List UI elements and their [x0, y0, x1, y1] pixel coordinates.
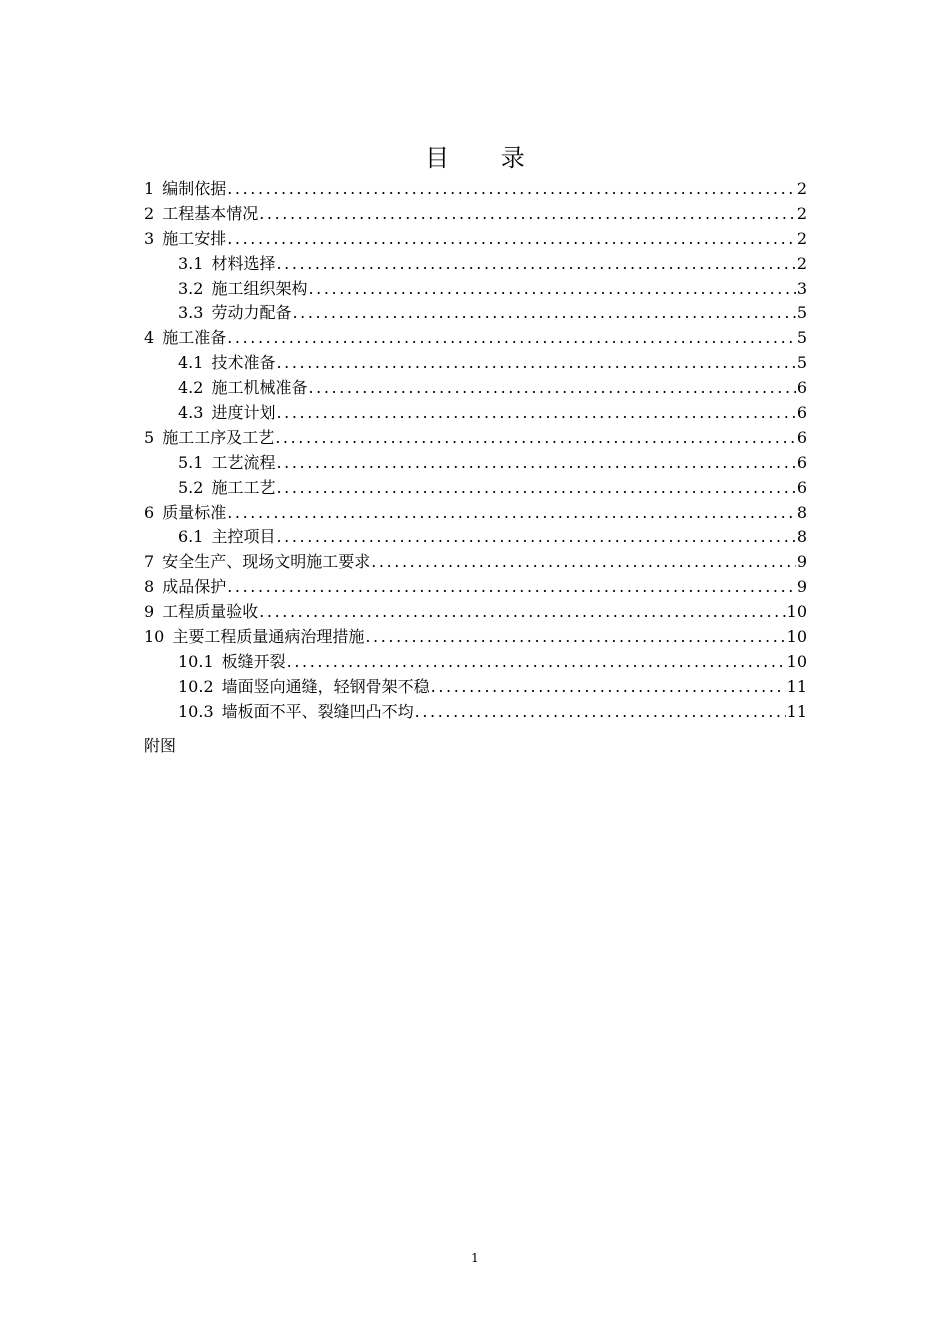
toc-entry-number: 1 — [144, 179, 155, 198]
toc-entry-number: 3.3 — [178, 303, 204, 323]
toc-entry-text: 质量标准 — [162, 502, 227, 522]
toc-entry-page: 6 — [796, 452, 807, 472]
page-number: 1 — [471, 1251, 479, 1265]
toc-entry-text: 工程质量验收 — [162, 602, 259, 622]
toc-entry-number: 7 — [144, 552, 155, 572]
toc-dot-leader — [227, 227, 796, 252]
toc-dot-leader — [365, 625, 785, 650]
toc-dot-leader — [431, 675, 786, 700]
toc-entry-number: 5 — [144, 427, 155, 447]
toc-dot-leader — [276, 525, 795, 550]
toc-entry-number: 6.1 — [178, 527, 204, 547]
toc-entry-page: 9 — [796, 552, 807, 572]
toc-entry-text: 主控项目 — [211, 527, 276, 547]
toc-entry-page: 9 — [796, 577, 807, 597]
toc-entry-label — [144, 501, 226, 526]
toc-entry-label — [144, 177, 226, 202]
toc-entry-page: 8 — [796, 527, 807, 547]
toc-entry[interactable] — [144, 351, 807, 376]
toc-entry-label — [144, 426, 274, 451]
toc-entry[interactable] — [144, 625, 807, 650]
toc-dot-leader — [276, 351, 795, 376]
toc-entry-label — [178, 700, 414, 725]
toc-entry-page: 2 — [796, 203, 807, 223]
toc-entry[interactable] — [144, 476, 807, 501]
toc-entry[interactable] — [144, 301, 807, 326]
toc-entry-page: 11 — [786, 676, 807, 696]
toc-dot-leader — [276, 476, 795, 501]
toc-entry-page: 6 — [796, 403, 807, 423]
toc-entry-label — [178, 301, 291, 326]
table-of-contents — [144, 177, 807, 725]
toc-entry-number: 10.2 — [178, 676, 214, 696]
toc-entry-number: 3 — [144, 228, 155, 248]
toc-entry-number: 9 — [144, 602, 155, 622]
appendix-label: 附图 — [144, 736, 177, 755]
toc-entry-number: 3.2 — [178, 278, 204, 298]
toc-entry-page: 6 — [796, 378, 807, 398]
toc-entry[interactable] — [144, 675, 807, 700]
toc-entry-page: 2 — [796, 228, 807, 248]
toc-entry-label — [144, 625, 364, 650]
toc-entry[interactable] — [144, 401, 807, 426]
toc-entry-page: 10 — [786, 602, 807, 622]
toc-dot-leader — [371, 550, 796, 575]
toc-dot-leader — [276, 451, 795, 476]
toc-entry-label — [178, 376, 307, 401]
toc-entry-text: 施工工艺 — [211, 477, 276, 497]
toc-entry-text: 主要工程质量通病治理措施 — [172, 627, 365, 647]
toc-title: 目 录 — [425, 144, 547, 172]
toc-entry-label — [178, 252, 275, 277]
toc-dot-leader — [227, 326, 796, 351]
toc-entry-label — [178, 525, 275, 550]
toc-entry[interactable] — [144, 451, 807, 476]
toc-entry-text: 编制依据 — [162, 179, 227, 198]
toc-dot-leader — [259, 600, 785, 625]
toc-entry-page: 5 — [796, 328, 807, 348]
toc-entry[interactable] — [144, 650, 807, 675]
toc-entry-page: 10 — [786, 651, 807, 671]
toc-entry[interactable] — [144, 326, 807, 351]
toc-entry-label — [144, 600, 258, 625]
toc-entry-label — [178, 675, 430, 700]
toc-entry-label — [144, 227, 226, 252]
toc-entry-number: 5.1 — [178, 452, 204, 472]
toc-dot-leader — [259, 202, 796, 227]
toc-entry-label — [178, 451, 275, 476]
toc-entry-text: 工艺流程 — [211, 452, 276, 472]
toc-entry[interactable] — [144, 177, 807, 202]
toc-entry-page: 2 — [796, 179, 807, 198]
toc-entry-text: 材料选择 — [211, 253, 276, 273]
toc-dot-leader — [415, 700, 786, 725]
toc-entry-text: 成品保护 — [162, 577, 227, 597]
toc-entry-page: 5 — [796, 303, 807, 323]
toc-entry-label — [144, 202, 258, 227]
toc-entry[interactable] — [144, 700, 807, 725]
toc-dot-leader — [276, 401, 795, 426]
toc-entry[interactable] — [144, 252, 807, 277]
toc-entry[interactable] — [144, 227, 807, 252]
toc-entry-number: 2 — [144, 203, 155, 223]
toc-dot-leader — [287, 650, 786, 675]
toc-entry[interactable] — [144, 600, 807, 625]
toc-entry-text: 工程基本情况 — [162, 203, 259, 223]
toc-entry-label — [178, 277, 307, 302]
toc-entry-label — [178, 650, 286, 675]
toc-entry-page: 5 — [796, 353, 807, 373]
toc-entry-text: 板缝开裂 — [221, 651, 286, 671]
toc-entry-number: 4.3 — [178, 403, 204, 423]
toc-entry-text: 劳动力配备 — [211, 303, 292, 323]
toc-entry-page: 10 — [786, 627, 807, 647]
toc-entry[interactable] — [144, 376, 807, 401]
toc-entry-number: 8 — [144, 577, 155, 597]
toc-entry-number: 4.1 — [178, 353, 204, 373]
toc-dot-leader — [227, 575, 796, 600]
toc-entry-text: 施工安排 — [162, 228, 227, 248]
toc-dot-leader — [308, 376, 795, 401]
toc-entry-number: 3.1 — [178, 253, 204, 273]
toc-dot-leader — [276, 252, 795, 277]
toc-entry-number: 10 — [144, 627, 165, 647]
toc-dot-leader — [292, 301, 795, 326]
toc-entry-number: 10.3 — [178, 701, 214, 721]
toc-entry[interactable] — [144, 426, 807, 451]
toc-entry-text: 技术准备 — [211, 353, 276, 373]
toc-dot-leader — [227, 177, 796, 202]
toc-entry-page: 11 — [786, 701, 807, 721]
toc-entry-text: 施工准备 — [162, 328, 227, 348]
toc-entry-page: 3 — [796, 278, 807, 298]
toc-entry[interactable] — [144, 575, 807, 600]
toc-entry-text: 施工组织架构 — [211, 278, 308, 298]
toc-entry-label — [144, 575, 226, 600]
toc-entry[interactable] — [144, 501, 807, 526]
toc-entry-text: 进度计划 — [211, 403, 276, 423]
toc-entry-page: 6 — [796, 477, 807, 497]
toc-entry[interactable] — [144, 550, 807, 575]
toc-entry-number: 4 — [144, 328, 155, 348]
toc-entry-page: 2 — [796, 253, 807, 273]
toc-entry-label — [144, 550, 370, 575]
toc-dot-leader — [308, 277, 795, 302]
toc-entry-number: 10.1 — [178, 651, 214, 671]
toc-entry-text: 施工机械准备 — [211, 378, 308, 398]
toc-entry-number: 4.2 — [178, 378, 204, 398]
toc-entry-label — [178, 401, 275, 426]
toc-entry-label — [178, 351, 275, 376]
toc-entry-text: 施工工序及工艺 — [162, 427, 275, 447]
toc-entry[interactable] — [144, 525, 807, 550]
toc-entry[interactable] — [144, 202, 807, 227]
toc-entry-number: 6 — [144, 502, 155, 522]
toc-entry-label — [178, 476, 275, 501]
toc-dot-leader — [227, 501, 796, 526]
toc-entry-page: 8 — [796, 502, 807, 522]
toc-entry-page: 6 — [796, 427, 807, 447]
toc-entry-text: 墙面竖向通缝，轻钢骨架不稳 — [221, 676, 430, 696]
toc-entry-label — [144, 326, 226, 351]
toc-entry[interactable] — [144, 277, 807, 302]
toc-dot-leader — [275, 426, 796, 451]
toc-entry-number: 5.2 — [178, 477, 204, 497]
toc-entry-text: 安全生产、现场文明施工要求 — [162, 552, 371, 572]
toc-entry-text: 墙板面不平、裂缝凹凸不均 — [221, 701, 414, 721]
